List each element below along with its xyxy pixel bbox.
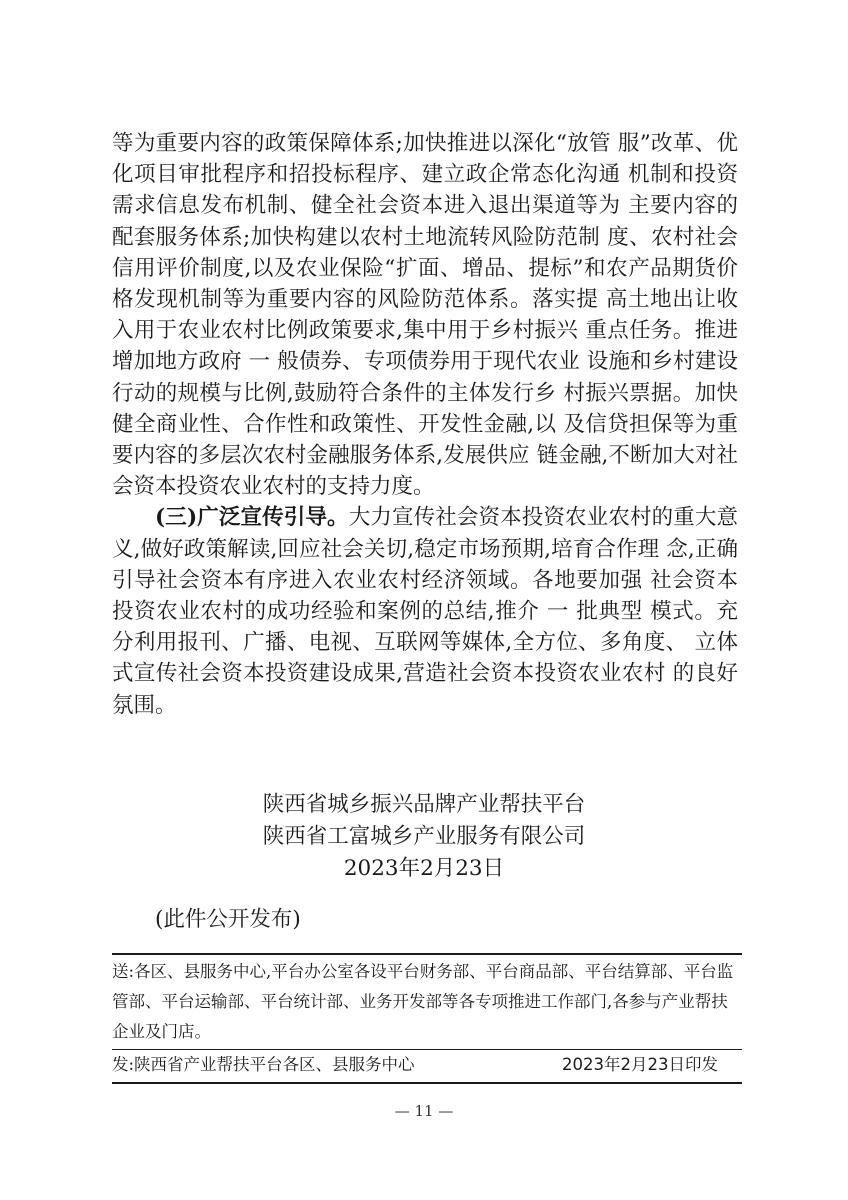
signature-block: [0, 789, 848, 885]
issued-by: 发:陕西省产业帮扶平台各区、县服务中心: [112, 1055, 415, 1074]
public-release-note: (此件公开发布): [155, 907, 301, 932]
section-heading: (三)广泛宣传引导。: [155, 505, 349, 531]
issue-date: 2023年2月23日印发: [562, 1055, 718, 1074]
send-to-list: 送:各区、县服务中心,平台办公室各设平台财务部、平台商品部、平台结算部、平台监管部、平台运输部、平台统计部、业务开发部等各专项推进工作部门,各参与产业帮扶企业及门店。: [112, 962, 734, 1041]
issue-row: [112, 1050, 742, 1082]
signature-org-2: 陕西省工富城乡产业服务有限公司: [262, 824, 586, 849]
bottom-divider: [112, 1082, 742, 1084]
distribution-block: [112, 953, 742, 1084]
body-text: [112, 128, 738, 721]
signature-date: 2023年2月23日: [343, 856, 505, 881]
section-text: 大力宣传社会资本投资农业农村的重大意义,做好政策解读,回应社会关切,稳定市场预期,培育合作理 念,正确引导社会资本有序进入农业农村经济领域。各地要加强 社会资本投资农业农村的成功经验和案例的总结,推介 一 批典型 模式。充分利用报刊、广播、电视、互联网等媒体,全方位、多角度、 立体式宣传社会资本投资建设成果,营造社会资本投资农业农村 的良好氛围。: [112, 505, 738, 718]
paragraph-continuation: 等为重要内容的政策保障体系;加快推进以深化“放管 服”改革、优化项目审批程序和招投标程序、建立政企常态化沟通 机制和投资需求信息发布机制、健全社会资本进入退出渠道等为 主要内容的配套服务体系;加快构建以农村土地流转风险防范制 度、农村社会信用评价制度,以及农业保险“扩面、增品、提标”和农产品期货价格发现机制等为重要内容的风险防范体系。落实提 高土地出让收入用于农业农村比例政策要求,集中用于乡村振兴 重点任务。推进增加地方政府 一 般债券、专项债券用于现代农业 设施和乡村建设行动的规模与比例,鼓励符合条件的主体发行乡 村振兴票据。加快健全商业性、合作性和政策性、开发性金融,以 及信贷担保等为重要内容的多层次农村金融服务体系,发展供应 链金融,不断加大对社会资本投资农业农村的支持力度。: [112, 131, 738, 500]
section-paragraph: [112, 502, 738, 720]
page-number: — 11 —: [394, 1102, 454, 1120]
signature-org-1: 陕西省城乡振兴品牌产业帮扶平台: [262, 792, 586, 817]
